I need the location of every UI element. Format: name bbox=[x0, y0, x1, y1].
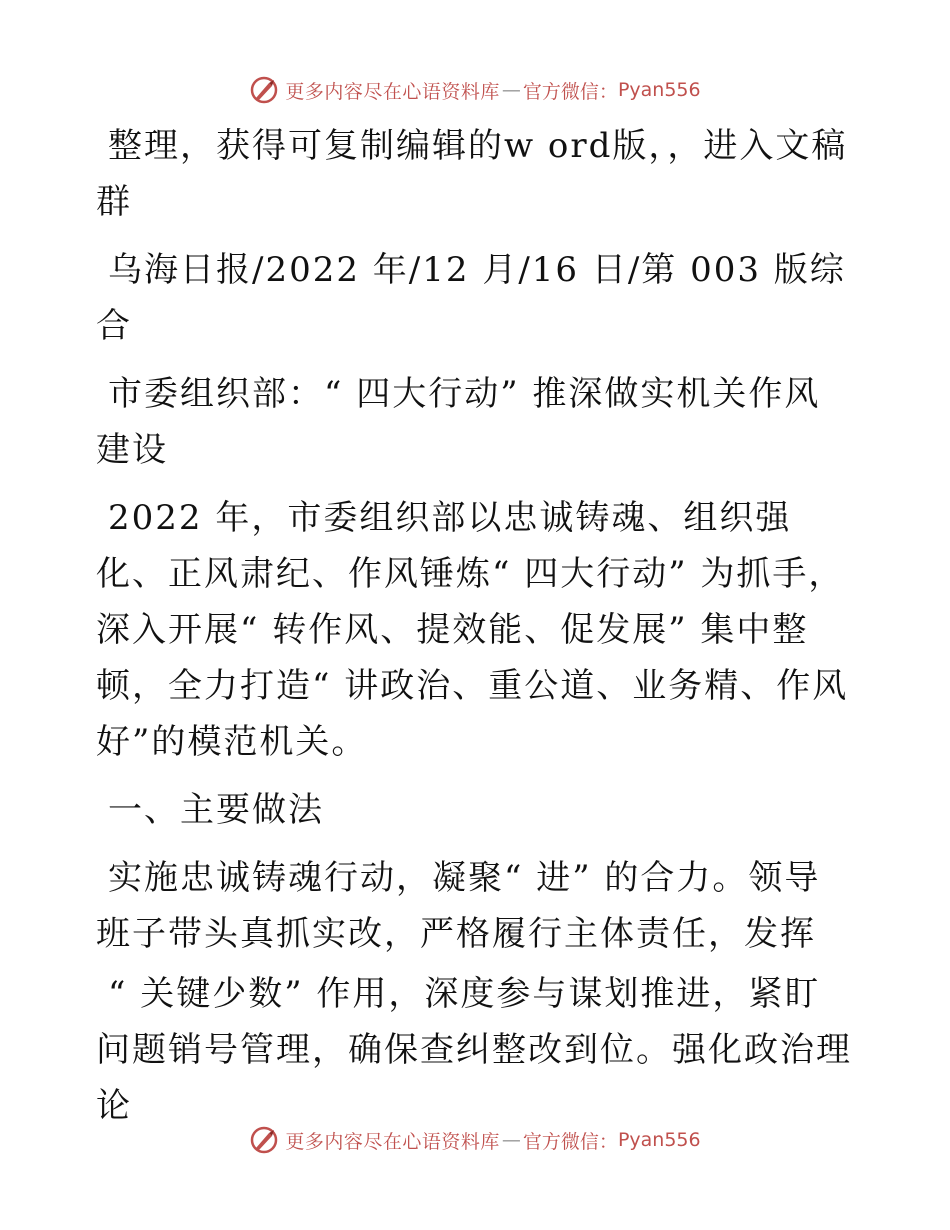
quill-logo-icon bbox=[249, 75, 279, 105]
watermark-wechat-id: Pyan556 bbox=[617, 79, 701, 101]
header-watermark bbox=[0, 70, 950, 110]
section-heading: 一、主要做法 bbox=[108, 790, 324, 830]
document-body bbox=[96, 118, 856, 1146]
quill-logo-icon bbox=[249, 1125, 279, 1155]
paragraph-intro: 整理，获得可复制编辑的w ord版，，进入文稿群 bbox=[96, 126, 848, 222]
watermark-text: 更多内容尽在心语资料库 bbox=[285, 80, 500, 103]
watermark-wechat-label: 官方微信： bbox=[522, 80, 618, 103]
article-title: 市委组织部：“ 四大行动” 推深做实机关作风建设 bbox=[96, 374, 821, 470]
footer-watermark bbox=[0, 1120, 950, 1160]
watermark-wechat-label: 官方微信： bbox=[522, 1130, 618, 1153]
watermark-dash: — bbox=[501, 79, 521, 101]
paragraph-body-1: 实施忠诚铸魂行动，凝聚“ 进” 的合力。领导班子带头真抓实改，严格履行主体责任，发挥 bbox=[96, 858, 821, 954]
paragraph-summary: 2022 年，市委组织部以忠诚铸魂、组织强化、正风肃纪、作风锤炼“ 四大行动” 为抓手，深入开展“ 转作风、提效能、促发展” 集中整顿，全力打造“ 讲政治、重公道、业务精、作风好”的模范机关。 bbox=[96, 498, 849, 762]
paragraph-body-2: “ 关键少数” 作用，深度参与谋划推进，紧盯问题销号管理，确保查纠整改到位。强化政治理论 bbox=[96, 974, 852, 1126]
watermark-wechat-id: Pyan556 bbox=[617, 1129, 701, 1151]
watermark-dash: — bbox=[501, 1129, 521, 1151]
watermark-text: 更多内容尽在心语资料库 bbox=[285, 1130, 500, 1153]
paragraph-source: 乌海日报/2022 年/12 月/16 日/第 003 版综合 bbox=[96, 250, 846, 346]
